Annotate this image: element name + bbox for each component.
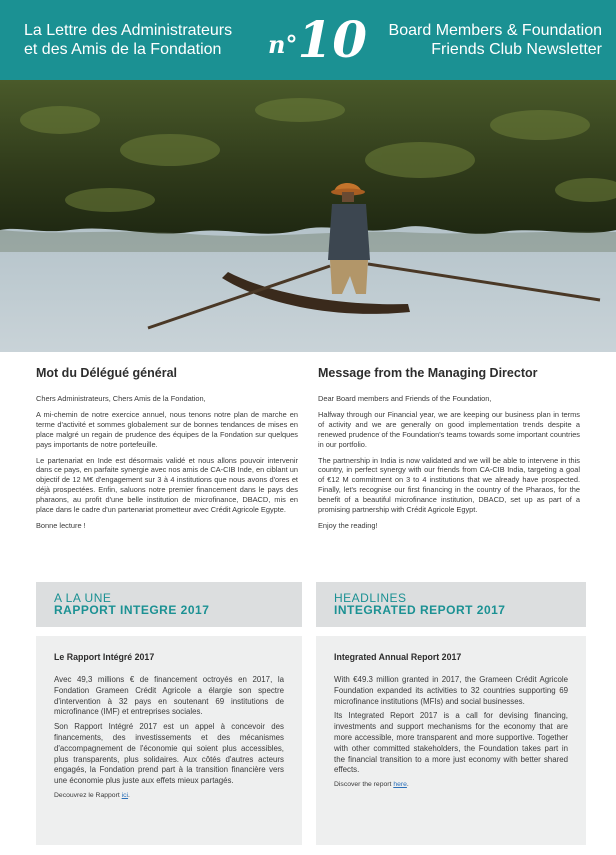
discover-text: Discover the report: [334, 781, 394, 789]
message-english-paragraph: Enjoy the reading!: [318, 520, 378, 530]
message-french-heading: Mot du Délégué général: [36, 366, 177, 380]
headline-french: [36, 582, 302, 627]
message-french: [36, 366, 298, 537]
article-french-discover: [54, 791, 284, 801]
article-french-title: Le Rapport Intégré 2017: [54, 652, 155, 662]
title-french: [24, 21, 232, 59]
discover-end: .: [406, 781, 409, 789]
cover-photo: [0, 80, 616, 352]
title-english-line-2: Friends Club Newsletter: [431, 41, 602, 58]
report-link-french[interactable]: ici: [121, 791, 129, 799]
headline-english-kicker: HEADLINES: [334, 591, 407, 605]
article-english-paragraph: Its Integrated Report 2017 is a call for devising financing, investments and support mechanisms for the economy that are more accessible, more transparent and more supportive. Together with other committed stakeholders, the Foundation takes part in the financial transition to a more just economy with better shared effects.: [334, 711, 568, 775]
article-french: [36, 636, 302, 845]
article-english-paragraph: With €49.3 million granted in 2017, the Grameen Crédit Agricole Foundation expanded its activities to 32 countries supporting 69 microfinance institutions (MFIs) and social businesses.: [334, 675, 568, 706]
issue-prefix: n°: [268, 30, 298, 59]
headline-english: [316, 582, 586, 627]
article-english: [316, 636, 586, 845]
article-french-paragraph: Son Rapport Intégré 2017 est un appel à concevoir des financements, des investissements et des mécanismes d'accompagnement de l'économie qui soient plus accessibles, plus transparents, plus solidaires. Aux côtés d'autres acteurs engagés, la Fondation prend part à la transition financière vers une économie plus juste aux effets mieux partagés.: [54, 722, 284, 786]
title-french-line-1: La Lettre des Administrateurs: [24, 22, 233, 39]
article-english-title: Integrated Annual Report 2017: [334, 652, 462, 662]
headline-french-kicker: A LA UNE: [54, 591, 112, 605]
title-english-line-1: Board Members & Foundation: [388, 22, 602, 39]
message-english: [318, 366, 580, 537]
message-english-paragraph: Dear Board members and Friends of the Foundation,: [318, 394, 492, 403]
headline-french-title: RAPPORT INTEGRE 2017: [54, 603, 210, 617]
headline-english-title: INTEGRATED REPORT 2017: [334, 603, 506, 617]
message-english-heading: Message from the Managing Director: [318, 366, 538, 380]
report-link-english[interactable]: here: [393, 781, 407, 789]
message-french-paragraph: A mi-chemin de notre exercice annuel, nous tenons notre plan de marche en terme d'activité et sommes globalement sur de bonnes tendances de mises en place malgré un regain de prudence des équipes de la Fondation sur quelques pays importants de notre portefeuille.: [36, 409, 298, 449]
title-english: [389, 21, 602, 59]
discover-end: .: [128, 791, 130, 799]
message-french-paragraph: Chers Administrateurs, Chers Amis de la Fondation,: [36, 394, 206, 403]
article-french-paragraph: Avec 49,3 millions € de financement octroyés en 2017, la Fondation Grameen Crédit Agricole a élargie son spectre d'intervention à 32 pays en soutenant 69 institutions de microfinance (IMF) et entreprises sociales.: [54, 675, 284, 717]
issue-number-value: 10: [297, 10, 368, 69]
article-english-discover: [334, 780, 568, 790]
message-english-paragraph: Halfway through our Financial year, we are keeping our business plan in terms of activity and we are generally on good implementation trends despite a renewed prudence of the Foundation's teams towards some important countries in our portfolio.: [318, 409, 580, 449]
discover-text: Decouvrez le Rapport: [54, 791, 122, 799]
title-french-line-2: et des Amis de la Fondation: [24, 41, 222, 58]
message-english-paragraph: The partnership in India is now validated and we will be able to intervene in this country, in perfect synergy with our friends from CA-CIB India, targeting a goal of €12 M commitment on 3 to 4 institutions that we already have prospected. Finally, let's recognise our first financing in the country of the Pharaos, for the benefit of a beautiful microfinance institution, DBACD, set up as part of a promising partnership with Crédit Agricole Egypt.: [318, 455, 580, 515]
newsletter-header: [0, 0, 616, 80]
message-french-paragraph: Bonne lecture !: [36, 520, 86, 530]
message-french-paragraph: Le partenariat en Inde est désormais validé et nous allons pouvoir intervenir dans ce pays, en parfaite synergie avec nos amis de CA-CIB Inde, en ciblant un objectif de 12 M€ d'engagement sur 3 à 4 institutions que nous avons d'ores et déjà prospectées. Enfin, saluons notre premier financement dans le pays des pharaons, au profit d'une belle institution de microfinance, DBACD, mis en place dans le cadre d'un partenariat prometteur avec Crédit Agricole Egypte.: [36, 455, 298, 515]
issue-number: [268, 10, 367, 82]
